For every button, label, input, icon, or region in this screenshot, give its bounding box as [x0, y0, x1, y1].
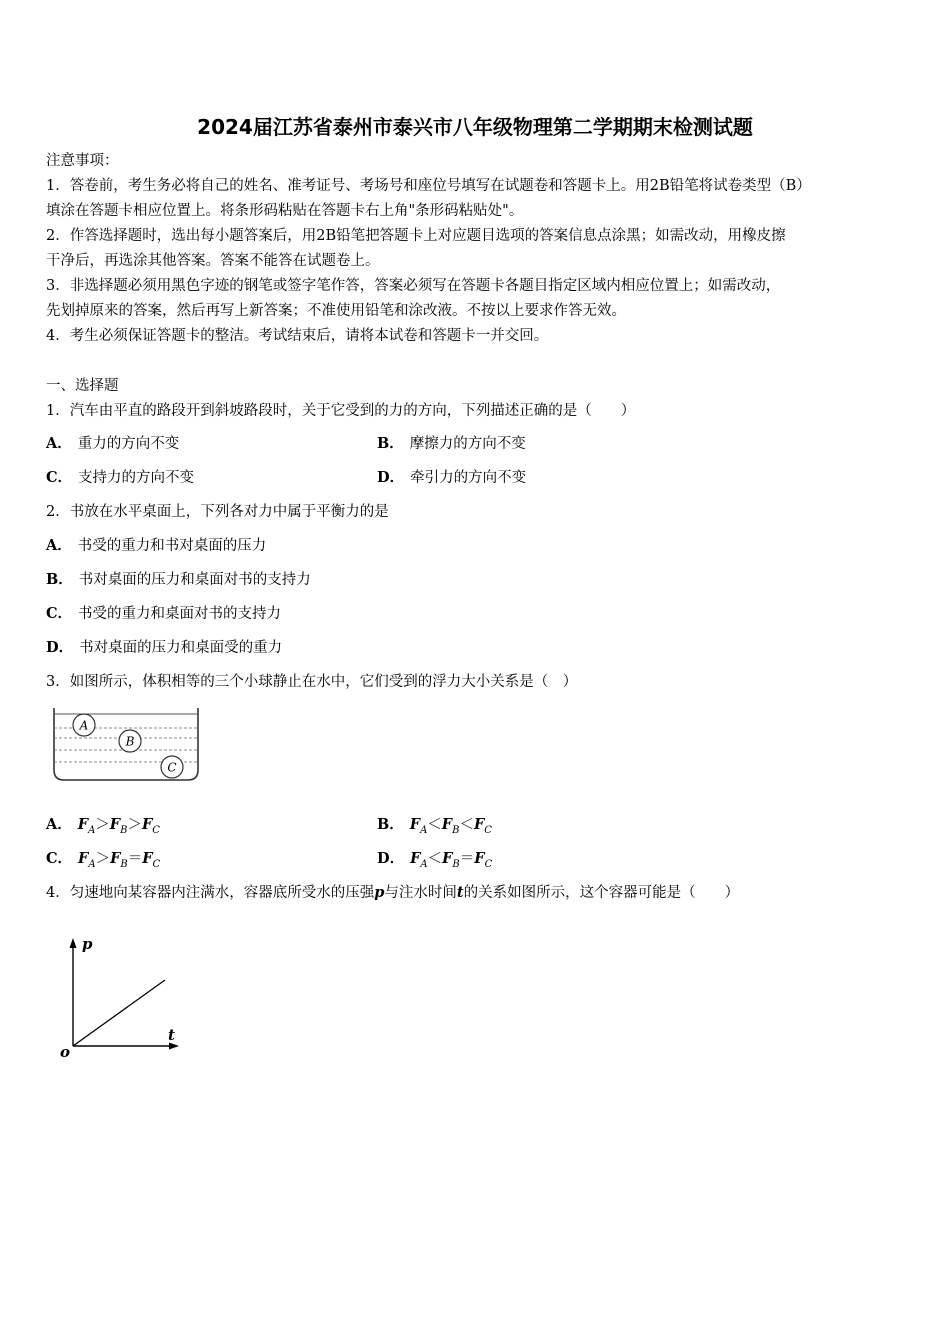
q1-option-b: B． 摩擦力的方向不变	[377, 435, 526, 452]
q3-option-d: D． $F_A<F_B=F_C$	[377, 850, 493, 870]
section-heading: 一、选择题	[46, 378, 119, 394]
notice-line: 3．非选择题必须用黑色字迹的钢笔或签字笔作答，答案必须写在答题卡各题目指定区域内相应位置上；如需改动，	[46, 278, 781, 294]
x-axis-label: t	[168, 1026, 175, 1044]
q3-option-b: B． $F_A<F_B<F_C$	[377, 816, 492, 836]
origin-label: o	[60, 1043, 71, 1060]
y-axis-label: p	[82, 935, 93, 953]
notice-line: 干净后，再选涂其他答案。答案不能答在试题卷上。	[46, 253, 380, 269]
notice-heading: 注意事项：	[46, 153, 119, 169]
notice-line: 填涂在答题卡相应位置上。将条形码粘贴在答题卡右上角"条形码粘贴处"。	[46, 203, 524, 219]
notice-line: 先划掉原来的答案，然后再写上新答案；不准使用铅笔和涂改液。不按以上要求作答无效。	[46, 303, 626, 319]
notice-line: 2．作答选择题时，选出每小题答案后，用2B铅笔把答题卡上对应题目选项的答案信息点涂黑；如需改动，用橡皮擦	[46, 228, 786, 244]
notice-line: 1．答卷前，考生务必将自己的姓名、准考证号、考场号和座位号填写在试题卷和答题卡上。用2B铅笔将试卷类型（B）	[46, 178, 811, 194]
q1-stem: 1．汽车由平直的路段开到斜坡路段时，关于它受到的力的方向，下列描述正确的是（ ）	[46, 403, 636, 419]
q1-option-a: A． 重力的方向不变	[46, 435, 180, 452]
q2-option-b: B． 书对桌面的压力和桌面对书的支持力	[46, 571, 311, 588]
pressure-line	[73, 980, 165, 1046]
q1-option-c: C． 支持力的方向不变	[46, 469, 195, 486]
q4-stem: 4．匀速地向某容器内注满水，容器底所受水的压强p与注水时间t的关系如图所示，这个容器可能是（ ）	[46, 884, 740, 901]
q3-option-c: C． $F_A>F_B=F_C$	[46, 850, 161, 870]
q2-option-c: C． 书受的重力和桌面对书的支持力	[46, 605, 282, 622]
q2-option-d: D． 书对桌面的压力和桌面受的重力	[46, 639, 283, 656]
q3-option-a: A． $F_A>F_B>F_C$	[46, 816, 160, 836]
q2-stem: 2．书放在水平桌面上，下列各对力中属于平衡力的是	[46, 504, 389, 520]
q2-option-a: A． 书受的重力和书对桌面的压力	[46, 537, 267, 554]
ball-a-label: A	[79, 718, 89, 733]
q3-stem: 3．如图所示，体积相等的三个小球静止在水中，它们受到的浮力大小关系是（ ）	[46, 674, 578, 690]
ball-c-label: C	[167, 760, 177, 775]
page-title: 2024届江苏省泰州市泰兴市八年级物理第二学期期末检测试题	[197, 115, 753, 139]
ball-b-label: B	[125, 734, 135, 749]
water-container-figure	[50, 706, 202, 782]
q1-option-d: D． 牵引力的方向不变	[377, 469, 527, 486]
y-axis-arrow	[70, 938, 77, 948]
notice-line: 4．考生必须保证答题卡的整洁。考试结束后，请将本试卷和答题卡一并交回。	[46, 328, 549, 344]
pressure-time-graph	[55, 930, 185, 1060]
